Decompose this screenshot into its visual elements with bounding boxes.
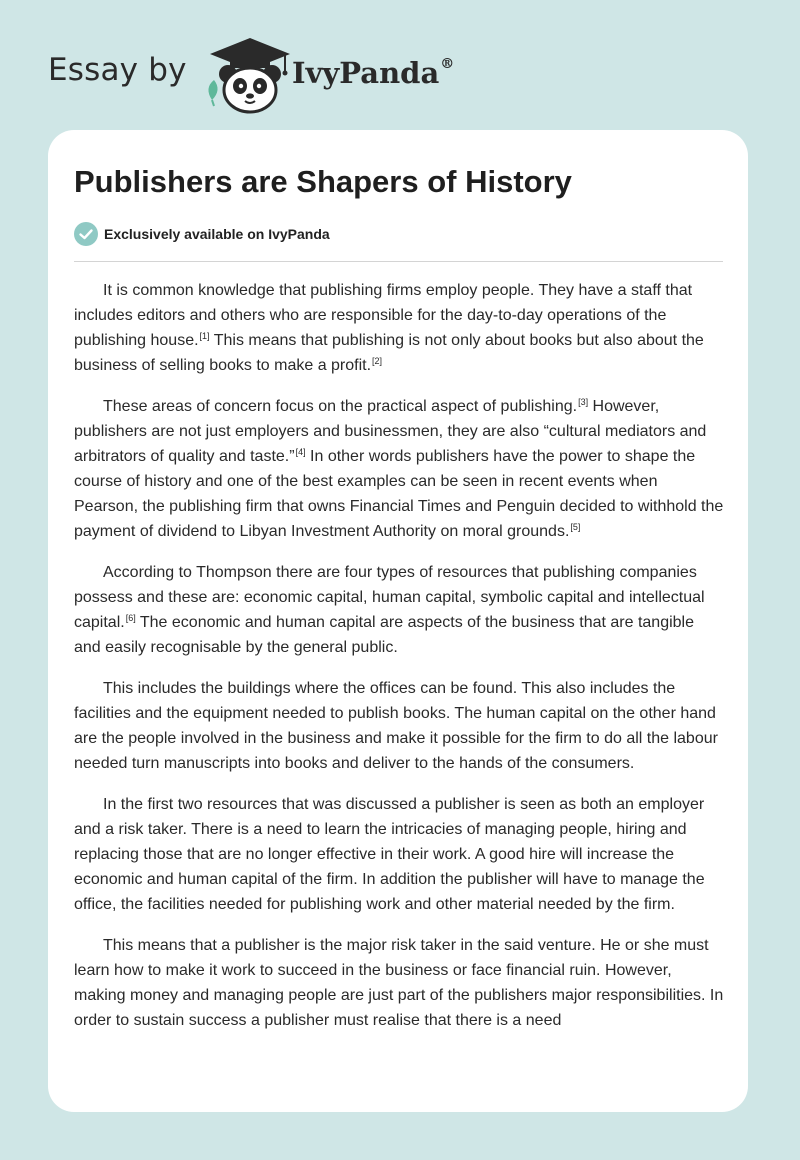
paragraph-text: This means that a publisher is the major risk taker in the said venture. He or she must learn how to make it work to succeed in the business or face financial ruin. However, making money and managing people are just part of the publishers major responsibilities. In order to sustain success a publisher must realise that there is a need (74, 937, 724, 1029)
footnote-ref[interactable]: [1] (199, 331, 210, 341)
site-logo[interactable] (48, 30, 468, 114)
footnote-ref[interactable]: [5] (570, 522, 581, 532)
badge-label: Exclusively available on IvyPanda (104, 226, 330, 242)
brand-name: IvyPanda® (292, 56, 455, 90)
exclusive-badge (74, 222, 330, 246)
check-circle-icon (74, 222, 98, 246)
footnote-ref[interactable]: [6] (125, 613, 136, 623)
essay-card (48, 130, 748, 1112)
paragraph (74, 676, 724, 776)
paragraph-text: However, publishers are not just employers and businessmen, they are also “cultural mediators and arbitrators of quality and taste.” (74, 398, 707, 465)
paragraph (74, 933, 724, 1033)
paragraph-text: In other words publishers have the power to shape the course of history and one of the best examples can be seen in recent events when Pearson, the publishing firm that owns Financial Times and Penguin decided to withhold the payment of dividend to Libyan Investment Authority on moral grounds. (74, 448, 724, 540)
paragraph (74, 394, 724, 544)
brand-prefix: Essay by (48, 52, 187, 88)
paragraph (74, 278, 724, 378)
page-title: Publishers are Shapers of History (74, 164, 572, 199)
footnote-ref[interactable]: [3] (578, 397, 589, 407)
essay-body (74, 278, 724, 1049)
paragraph-text: These areas of concern focus on the practical aspect of publishing. (103, 398, 578, 415)
divider (74, 261, 723, 262)
paragraph-text: In the first two resources that was discussed a publisher is seen as both an employer and a risk taker. There is a need to learn the intricacies of managing people, hiring and replacing those that are no longer effective in their work. A good hire will increase the economic and human capital of the firm. In addition the publisher will have to manage the office, the facilities needed for publishing work and other material needed by the firm. (74, 796, 705, 913)
paragraph (74, 792, 724, 917)
paragraph (74, 560, 724, 660)
paragraph-text: It is common knowledge that publishing firms employ people. They have a staff that includes editors and others who are responsible for the day-to-day operations of the publishing house. (74, 282, 693, 349)
paragraph-text: This includes the buildings where the offices can be found. This also includes the facilities and the equipment needed to publish books. The human capital on the other hand are the people involved in the business and make it possible for the firm to do all the labour needed turn manuscripts into books and deliver to the hands of the consumers. (74, 680, 718, 772)
footnote-ref[interactable]: [2] (372, 356, 383, 366)
paragraph-text: This means that publishing is not only about books but also about the business of selling books to make a profit. (74, 332, 704, 374)
footnote-ref[interactable]: [4] (295, 447, 306, 457)
paragraph-text: The economic and human capital are aspects of the business that are tangible and easily recognisable by the general public. (74, 614, 694, 656)
paragraph-text: According to Thompson there are four types of resources that publishing companies possess and these are: economic capital, human capital, symbolic capital and intellectual capital. (74, 564, 705, 631)
panda-graduate-icon (200, 34, 300, 114)
